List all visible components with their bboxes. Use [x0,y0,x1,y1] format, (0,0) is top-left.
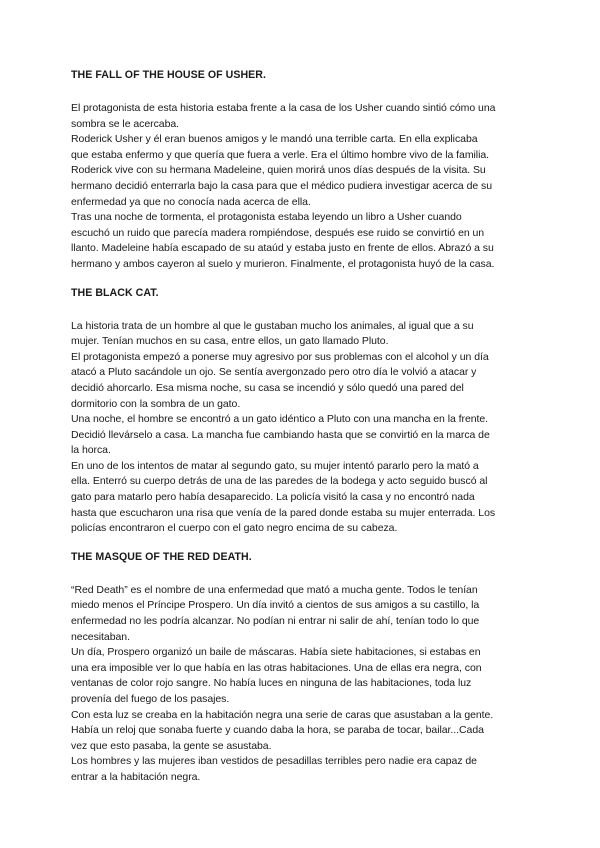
text-line: miedo menos el Príncipe Prospero. Un día invitó a cientos de sus amigos a su castillo, la [71,599,480,612]
text-line: ella. Enterró su cuerpo detrás de una de las paredes de la bodega y acto seguido buscó al [71,475,488,488]
text-line: decidió ahorcarlo. Esa misma noche, su casa se incendió y sólo quedó una pared del [71,381,464,394]
text-line: El protagonista de esta historia estaba frente a la casa de los Usher cuando sintió cómo una [71,102,496,114]
text-line: necesitaban. [71,630,130,643]
text-line: policías encontraron el cuerpo con el gato negro encima de su cabeza. [71,522,398,535]
text-line: hasta que escucharon una risa que venía de la pared donde estaba su mujer enterrada. Los [71,506,496,519]
text-line: dormitorio con la sombra de un gato. [71,397,241,410]
text-line: la horca. [71,444,111,457]
text-line: Una noche, el hombre se encontró a un gato idéntico a Pluto con una mancha en la frente. [71,413,489,426]
section-body [71,319,531,537]
document-page [71,68,531,799]
text-line: vez que esto pasaba, la gente se asustaba. [71,739,272,752]
text-line: El protagonista empezó a ponerse muy agresivo por sus problemas con el alcohol y un día [71,350,489,363]
text-line: Los hombres y las mujeres iban vestidos de pesadillas terribles pero nadie era capaz de [71,755,477,768]
text-line: Roderick vive con su hermana Madeleine, quien morirá unos días después de la visita. Su [71,164,486,177]
text-line: llanto. Madeleine había escapado de su ataúd y estaba justo en frente de ellos. Abrazó a su [71,242,494,255]
text-line: enfermedad ya que no conocía nada acerca de ella. [71,195,311,208]
text-line: gato para matarlo pero había desaparecido. La policía visitó la casa y no encontró nada [71,491,475,504]
section-body [71,583,531,786]
text-line: atacó a Pluto sacándole un ojo. Se sentía avergonzado pero otro día le volvió a atacar y [71,366,477,379]
text-line: hermano decidió enterrarla bajo la casa para que el médico pudiera investigar acerca de su [71,179,493,192]
text-line: En uno de los intentos de matar al segundo gato, su mujer intentó pararlo pero la mató a [71,459,479,472]
text-line: La historia trata de un hombre al que le gustaban mucho los animales, al igual que a su [71,319,474,332]
section-fall-of-house-of-usher [71,68,531,273]
text-line: entrar a la habitación negra. [71,770,201,783]
text-line: Roderick Usher y él eran buenos amigos y le mandó una terrible carta. En ella explicaba [71,133,478,146]
section-title: THE FALL OF THE HOUSE OF USHER. [71,69,266,81]
text-line: Tras una noche de tormenta, el protagonista estaba leyendo un libro a Usher cuando [71,211,462,224]
text-line: Un día, Prospero organizó un baile de máscaras. Había siete habitaciones, si estabas en [71,646,481,659]
text-line: “Red Death” es el nombre de una enfermedad que mató a mucha gente. Todos le tenían [71,583,478,596]
section-black-cat [71,286,531,537]
text-line: Decidió llevárselo a casa. La mancha fue cambiando hasta que se convirtió en la marca de [71,428,490,441]
text-line: provenía del fuego de los pasajes. [71,693,230,705]
text-line: escuchó un ruido que parecía madera rompiéndose, después ese ruido se convirtió en un [71,226,485,239]
text-line: ventanas de color rojo sangre. No había luces en ninguna de las habitaciones, toda luz [71,677,472,690]
text-line: enfermedad no les podría alcanzar. No podían ni entrar ni salir de ahí, tenían todo lo que [71,615,480,628]
text-line: mujer. Tenían muchos en su casa, entre ellos, un gato llamado Pluto. [71,335,389,348]
text-line: Con esta luz se creaba en la habitación negra una serie de caras que asustaban a la gente. [71,708,494,721]
section-body [71,101,531,273]
text-line: hermano y ambos cayeron al suelo y murieron. Finalmente, el protagonista huyó de la casa. [71,257,495,270]
section-masque-of-red-death [71,550,531,786]
section-title: THE BLACK CAT. [71,286,159,299]
text-line: sombra se le acercaba. [71,117,180,130]
text-line: Había un reloj que sonaba fuerte y cuando daba la hora, se paraba de tocar, bailar...Cada [71,724,484,737]
text-line: que estaba enfermo y que quería que fuera a verle. Era el último hombre vivo de la familia. [71,148,490,161]
section-title: THE MASQUE OF THE RED DEATH. [71,550,252,563]
text-line: una era imposible ver lo que había en las otras habitaciones. Una de ellas era negra, con [71,661,482,674]
